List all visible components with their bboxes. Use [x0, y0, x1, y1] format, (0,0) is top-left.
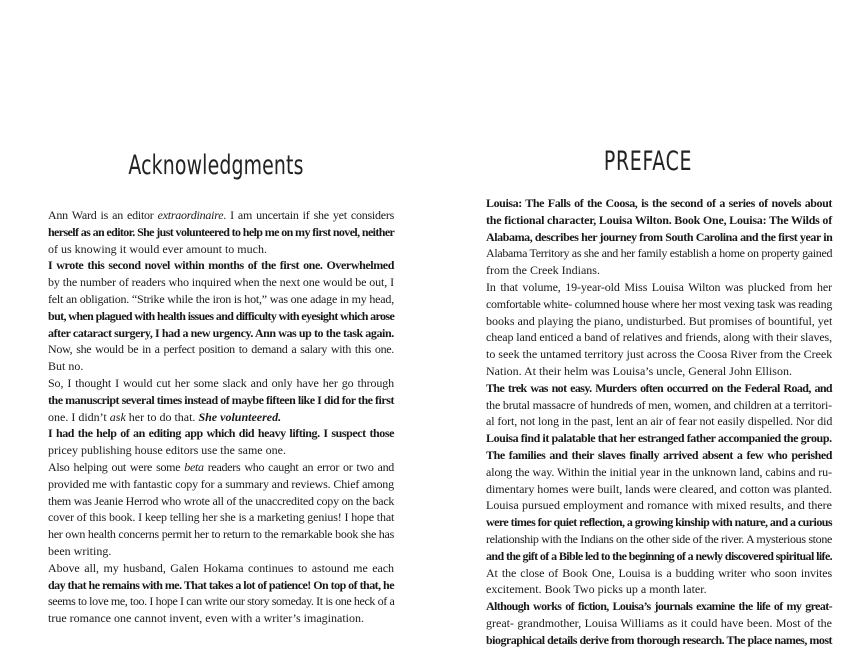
text-line: by the number of readers who inquired when the next one would be out, I — [48, 275, 394, 290]
text-line: cover of this book. I keep telling her she is a marketing genius! I hope that — [48, 510, 395, 525]
text-line: been writing. — [48, 543, 112, 558]
text-line: Louisa: The Falls of the Coosa, is the second of a series of novels about — [486, 196, 832, 210]
text-line: I wrote this second novel within months of the first one. Overwhelmed — [48, 258, 394, 273]
text-line: But no. — [48, 359, 84, 374]
text-line: to seek the untamed territory just across the Coosa River from the Creek — [486, 347, 833, 362]
text-line: the brutal massacre of hundreds of men, women, and children at a territori- — [486, 397, 832, 412]
text-line: I had the help of an editing app which did heavy lifting. I suspect those — [48, 426, 394, 441]
text-line: seems to love me, too. I hope I can write our story someday. It is one heck of a — [48, 594, 395, 609]
acknowledgments-title: Acknowledgments — [128, 150, 304, 181]
text-line: the fictional character, Louisa Wilton. Book One, Louisa: The Wilds of — [486, 212, 832, 227]
text-line: So, I thought I would cut her some slack and only have her go through — [48, 375, 394, 390]
text-line: excitement. Book Two picks up a month later. — [486, 582, 707, 597]
paragraph — [470, 598, 832, 648]
text-line: Also helping out were some beta readers who caught an error or two and — [48, 459, 394, 474]
text-line: The trek was not easy. Murders often occurred on the Federal Road, and — [486, 380, 832, 395]
text-line: pricey publishing house editors use the same one. — [48, 443, 286, 458]
text-line: Above all, my husband, Galen Hokama continues to astound me each — [48, 560, 394, 575]
text-line: books and playing the piano, undisturbed. But promises of bountiful, yet — [486, 313, 833, 328]
text-line: of us knowing it would ever amount to much. — [48, 241, 267, 256]
text-line: Although works of fiction, Louisa’s journals examine the life of my great- — [486, 599, 832, 614]
paragraph — [32, 207, 394, 257]
text-line: Ann Ward is an editor extraordinaire. I am uncertain if she yet considers — [48, 208, 394, 222]
paragraph — [470, 380, 832, 447]
paragraph — [470, 447, 832, 565]
paragraph — [32, 459, 394, 560]
text-line: and the gift of a Bible led to the beginning of a newly discovered spiritual life. — [486, 548, 833, 563]
text-line: In that volume, 19-year-old Miss Louisa Wilton was plucked from her — [486, 279, 832, 294]
text-line: true romance one cannot invent, even with a writer’s imagination. — [48, 611, 365, 626]
text-line: Now, she would be in a perfect position to demand a salary with this one. — [48, 342, 394, 357]
text-line: The families and their slaves finally arrived absent a few who perished — [486, 447, 832, 462]
paragraph — [32, 341, 394, 375]
text-line: Louisa find it palatable that her estranged father accompanied the group. — [486, 431, 832, 446]
text-line: great- grandmother, Louisa Williams as it could have been. Most of the — [486, 615, 832, 630]
text-line: after cataract surgery, I had a new urgency. Ann was up to the task again. — [48, 325, 394, 340]
paragraph — [470, 565, 832, 599]
text-line: along the way. Within the initial year in the unknown land, cabins and ru- — [486, 464, 832, 479]
preface-title: PREFACE — [603, 146, 693, 177]
text-line: from the Creek Indians. — [486, 263, 600, 278]
text-line: felt an obligation. “Strike while the iron is hot,” was one adage in my head, — [48, 291, 394, 306]
text-line: Louisa pursued employment and romance with mixed results, and there — [486, 498, 832, 513]
text-line: day that he remains with me. That takes a lot of patience! On top of that, he — [48, 577, 394, 592]
text-line: cheap land enticed a band of relatives and friends, along with their slaves, — [486, 330, 832, 345]
paragraph — [32, 257, 394, 341]
text-line: her own health concerns permit her to return to the remarkable book she has — [48, 527, 394, 542]
paragraph — [470, 195, 832, 279]
text-line: Alabama, describes her journey from South Carolina and the first year in — [486, 229, 833, 244]
paragraph — [470, 279, 832, 380]
text-line: At the close of Book One, Louisa is a budding writer who soon invites — [486, 565, 832, 580]
text-line: Alabama Territory as she and her family establish a home on property gained — [486, 246, 833, 261]
text-line: but, when plagued with health issues and difficulty with eyesight which arose — [48, 308, 395, 323]
text-line: biographical details derive from thorough research. The place names, most — [486, 632, 832, 647]
text-line: them was Jeanie Herrod who wrote all of the unaccredited copy on the back — [48, 493, 395, 508]
acknowledgments-body — [32, 207, 394, 627]
text-line: herself as an editor. She just volunteered to help me on my first novel, neither — [48, 224, 395, 239]
preface-body — [470, 195, 832, 648]
text-line: Nation. At their helm was Louisa’s uncle, General John Ellison. — [486, 363, 792, 378]
text-line: relationship with the Indians on the other side of the river. A mysterious stone — [486, 531, 832, 546]
right-page — [432, 0, 864, 648]
text-line: the manuscript several times instead of maybe fifteen like I did for the first — [48, 392, 394, 407]
text-line: dimentary homes were built, lands were cleared, and cotton was planted. — [486, 481, 832, 496]
text-line: al fort, not long in the past, lent an air of fear not easily dispelled. Nor did — [486, 414, 833, 429]
paragraph — [32, 560, 394, 627]
text-line: provided me with fantastic copy for a summary and reviews. Chief among — [48, 476, 394, 491]
text-line: comfortable white- columned house where her most vexing task was reading — [486, 296, 832, 311]
text-line: one. I didn’t ask her to do that. She volunteered. — [48, 409, 282, 424]
paragraph — [32, 375, 394, 425]
paragraph — [32, 425, 394, 459]
text-line: were times for quiet reflection, a growing kinship with nature, and a curious — [486, 515, 832, 530]
